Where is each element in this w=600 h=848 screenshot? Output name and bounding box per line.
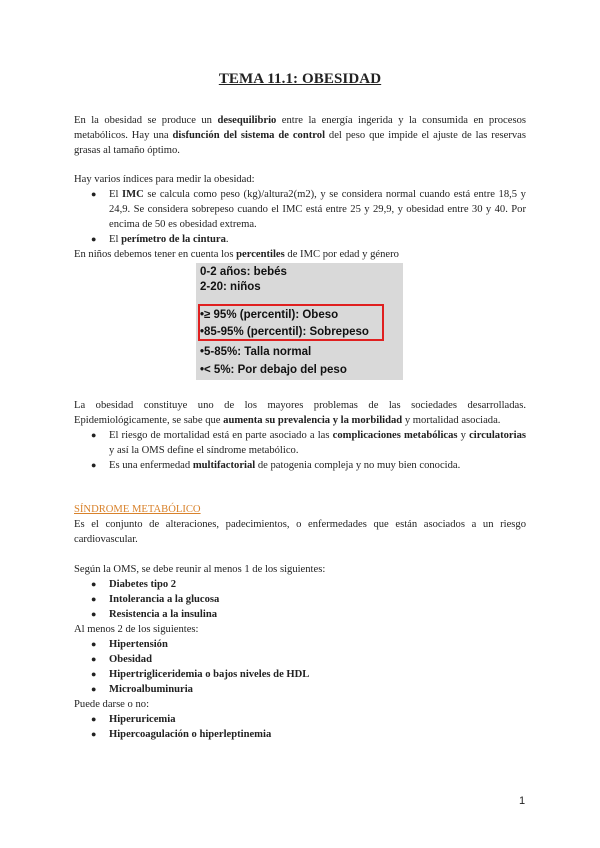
- percentile-image: [196, 263, 403, 380]
- sindrome-definition: Es el conjunto de alteraciones, padecimientos, o enfermedades que están asociados a un riesgo cardiovascular.: [74, 519, 526, 545]
- intro-bold-1: desequilibrio: [217, 115, 277, 126]
- criteria-group-2: [74, 637, 526, 697]
- bullet-icon: ●: [91, 189, 97, 199]
- image-line: •≥ 95% (percentil): Obeso: [200, 309, 339, 321]
- list-item: ● El IMC se calcula como peso (kg)/altura2(m2), y se considera normal cuando está entre 18,5 y 24,9. Se considera sobrepeso cuando el IMC está entre 25 y 29,9, y obesidad entre 30 y 40. Por encima de 50 es obesidad extrema.: [91, 189, 526, 230]
- list-item: ● Hipertensión: [91, 639, 168, 650]
- bullet-icon: ●: [91, 609, 97, 619]
- list-item: ● Resistencia a la insulina: [91, 609, 218, 620]
- page-number: 1: [519, 795, 526, 807]
- problema-paragraph: La obesidad constituye uno de los mayores problemas de las sociedades desarrolladas. Epidemiológicamente, se sabe que aumenta su prevalencia y la morbilidad y mortalidad asociada.: [74, 400, 526, 426]
- section-heading: SÍNDROME METABÓLICO: [74, 504, 201, 515]
- list-item: ● Hipercoagulación o hiperleptinemia: [91, 729, 272, 740]
- list-item: ● El riesgo de mortalidad está en parte asociado a las complicaciones metabólicas y circulatorias y así la OMS define el síndrome metabólico.: [91, 430, 526, 456]
- sindrome-section: [74, 502, 526, 742]
- bullet-icon: ●: [91, 460, 97, 470]
- indices-list: [74, 187, 526, 247]
- indices-lead: Hay varios índices para medir la obesidad:: [74, 174, 255, 185]
- image-line: •< 5%: Por debajo del peso: [200, 364, 347, 376]
- criteria-group-3: [74, 712, 526, 742]
- intro-bold-2: disfunción del sistema de control: [172, 130, 326, 141]
- perimetro-label: perímetro de la cintura: [121, 234, 226, 245]
- intro-text-1: En la obesidad se produce un: [74, 115, 218, 126]
- group2-lead: Al menos 2 de los siguientes:: [74, 624, 199, 635]
- bullet-icon: ●: [91, 639, 97, 649]
- bullet-icon: ●: [91, 714, 97, 724]
- list-item: ● El perímetro de la cintura.: [91, 234, 229, 245]
- image-line: 0-2 años: bebés: [200, 266, 287, 278]
- list-item: ● Microalbuminuria: [91, 684, 193, 695]
- list-item: ● Hiperuricemia: [91, 714, 176, 725]
- oms-lead: Según la OMS, se debe reunir al menos 1 de los siguientes:: [74, 564, 326, 575]
- image-line: •85-95% (percentil): Sobrepeso: [200, 326, 369, 338]
- intro-paragraph: [74, 113, 526, 158]
- problema-list: [74, 428, 526, 473]
- image-line: •5-85%: Talla normal: [200, 346, 312, 358]
- list-item: ● Diabetes tipo 2: [91, 579, 177, 590]
- list-item: ● Intolerancia a la glucosa: [91, 594, 220, 605]
- page-title: TEMA 11.1: OBESIDAD: [218, 71, 382, 87]
- list-item: ● Es una enfermedad multifactorial de patogenia compleja y no muy bien conocida.: [91, 460, 461, 471]
- bullet-icon: ●: [91, 684, 97, 694]
- indices-section: [74, 172, 526, 262]
- bullet-icon: ●: [91, 654, 97, 664]
- problema-section: [74, 398, 526, 473]
- intro-text-3: del peso que impide el ajuste de las reservas grasas al tamaño óptimo.: [74, 130, 526, 156]
- ninos-line: En niños debemos tener en cuenta los percentiles de IMC por edad y género: [74, 249, 399, 260]
- bullet-icon: ●: [91, 729, 97, 739]
- bullet-icon: ●: [91, 579, 97, 589]
- list-item: ● Obesidad: [91, 654, 152, 665]
- bullet-icon: ●: [91, 430, 97, 440]
- criteria-group-1: [74, 577, 526, 622]
- intro-text-2: entre la energía ingerida y la consumida en procesos metabólicos. Hay una: [74, 115, 527, 141]
- bullet-icon: ●: [91, 669, 97, 679]
- bullet-icon: ●: [91, 234, 97, 244]
- image-line: 2-20: niños: [200, 281, 261, 293]
- bullet-icon: ●: [91, 594, 97, 604]
- imc-label: IMC: [122, 189, 144, 200]
- group3-lead: Puede darse o no:: [74, 699, 150, 710]
- list-item: ● Hipertrigliceridemia o bajos niveles de HDL: [91, 669, 310, 680]
